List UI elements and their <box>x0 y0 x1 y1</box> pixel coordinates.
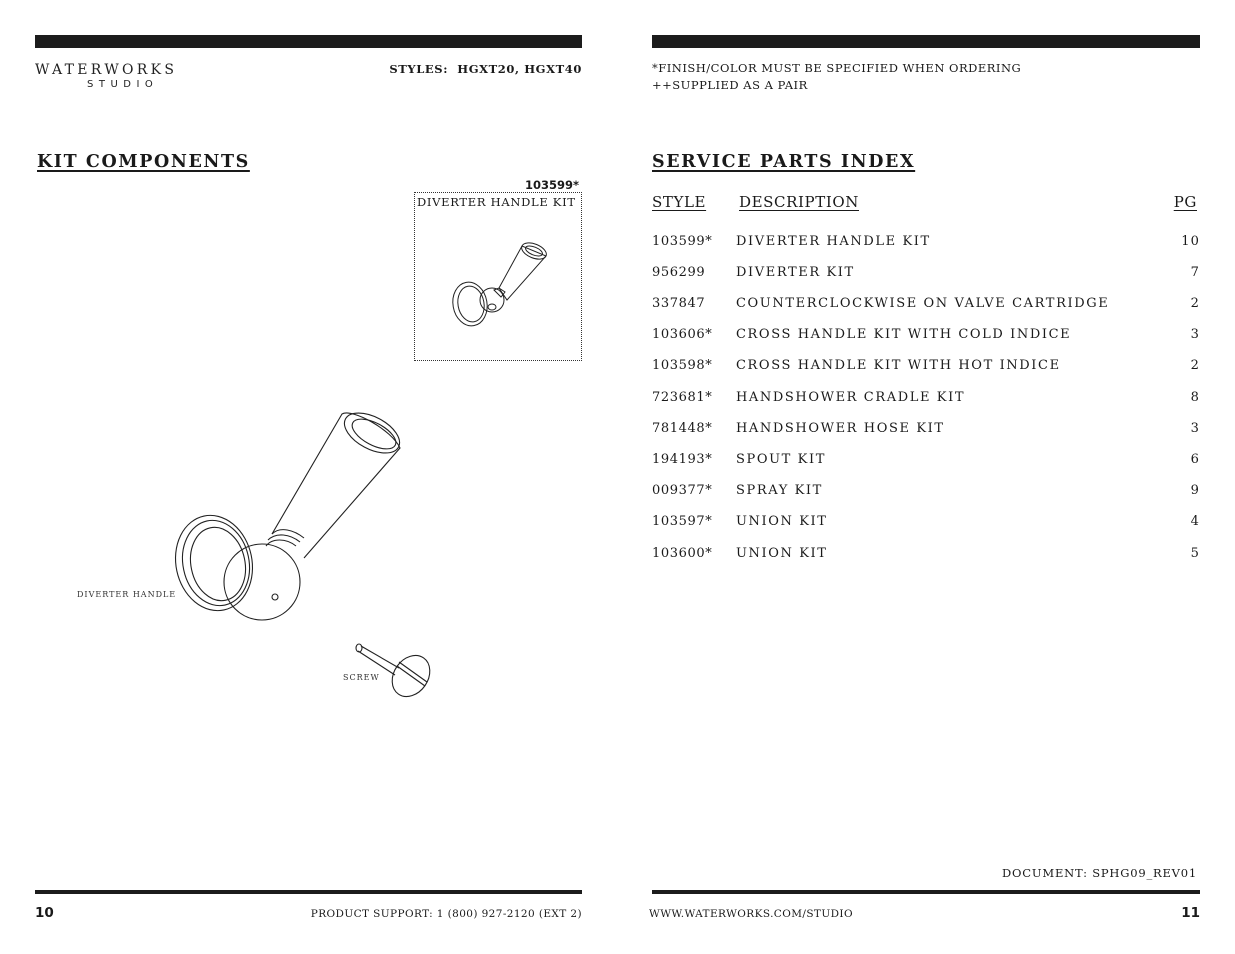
kit-components-heading: KIT COMPONENTS <box>37 152 250 172</box>
kit-title: DIVERTER HANDLE KIT <box>417 195 576 209</box>
left-page-number: 10 <box>35 905 54 921</box>
row-style: 781448* <box>652 421 713 436</box>
table-row <box>652 452 1200 472</box>
right-page-number: 11 <box>1181 905 1200 921</box>
row-description: HANDSHOWER CRADLE KIT <box>736 390 966 405</box>
row-description: HANDSHOWER HOSE KIT <box>736 421 945 436</box>
row-description: CROSS HANDLE KIT WITH COLD INDICE <box>736 327 1072 342</box>
right-bottom-bar <box>652 890 1200 894</box>
row-description: UNION KIT <box>736 514 828 529</box>
kit-number: 103599* <box>524 178 579 192</box>
table-row <box>652 514 1200 534</box>
row-style: 723681* <box>652 390 713 405</box>
row-style: 194193* <box>652 452 713 467</box>
note-finish: *FINISH/COLOR MUST BE SPECIFIED WHEN ORDERING <box>652 61 1022 75</box>
row-style: 103599* <box>652 234 713 249</box>
left-bottom-bar <box>35 890 582 894</box>
left-top-bar <box>35 35 582 48</box>
row-pg: 8 <box>1190 390 1200 405</box>
row-pg: 3 <box>1190 327 1200 342</box>
note-pair: ++SUPPLIED AS A PAIR <box>652 78 808 92</box>
row-style: 337847 <box>652 296 706 311</box>
right-top-bar <box>652 35 1200 48</box>
row-pg: 5 <box>1190 546 1200 561</box>
brand-logo <box>35 62 215 90</box>
row-style: 009377* <box>652 483 713 498</box>
col-description-header: DESCRIPTION <box>739 193 859 211</box>
row-pg: 6 <box>1190 452 1200 467</box>
row-style: 103606* <box>652 327 713 342</box>
styles-line: STYLES: HGXT20, HGXT40 <box>389 62 582 76</box>
row-description: UNION KIT <box>736 546 828 561</box>
table-row <box>652 265 1200 285</box>
row-style: 103597* <box>652 514 713 529</box>
row-style: 956299 <box>652 265 706 280</box>
row-description: DIVERTER KIT <box>736 265 855 280</box>
col-pg-header: PG <box>1173 193 1197 211</box>
brand-sub: STUDIO <box>87 79 159 90</box>
row-pg: 2 <box>1190 358 1200 373</box>
row-pg: 9 <box>1190 483 1200 498</box>
kit-box <box>414 192 582 361</box>
table-row <box>652 421 1200 441</box>
row-pg: 7 <box>1190 265 1200 280</box>
screw-label: SCREW <box>343 673 380 682</box>
table-row <box>652 327 1200 347</box>
product-support: PRODUCT SUPPORT: 1 (800) 927-2120 (EXT 2) <box>310 908 582 920</box>
row-pg: 3 <box>1190 421 1200 436</box>
table-row <box>652 483 1200 503</box>
row-pg: 10 <box>1181 234 1200 249</box>
table-row <box>652 546 1200 566</box>
kit-thumbnail-drawing <box>415 193 581 360</box>
row-style: 103598* <box>652 358 713 373</box>
col-style-header: STYLE <box>652 193 707 211</box>
row-pg: 4 <box>1190 514 1200 529</box>
document-id: DOCUMENT: SPHG09_REV01 <box>1002 866 1197 880</box>
row-pg: 2 <box>1190 296 1200 311</box>
row-description: CROSS HANDLE KIT WITH HOT INDICE <box>736 358 1061 373</box>
ordering-notes <box>652 60 1021 94</box>
diverter-handle-label: DIVERTER HANDLE <box>77 590 177 599</box>
service-parts-heading: SERVICE PARTS INDEX <box>652 152 916 172</box>
table-row <box>652 358 1200 378</box>
table-row <box>652 390 1200 410</box>
website-link[interactable]: WWW.WATERWORKS.COM/STUDIO <box>649 908 853 920</box>
brand-name: WATERWORKS <box>35 62 178 78</box>
row-description: SPRAY KIT <box>736 483 823 498</box>
row-style: 103600* <box>652 546 713 561</box>
row-description: DIVERTER HANDLE KIT <box>736 234 931 249</box>
row-description: COUNTERCLOCKWISE ON VALVE CARTRIDGE <box>736 296 1110 311</box>
row-description: SPOUT KIT <box>736 452 826 467</box>
table-row <box>652 296 1200 316</box>
table-row <box>652 234 1200 254</box>
